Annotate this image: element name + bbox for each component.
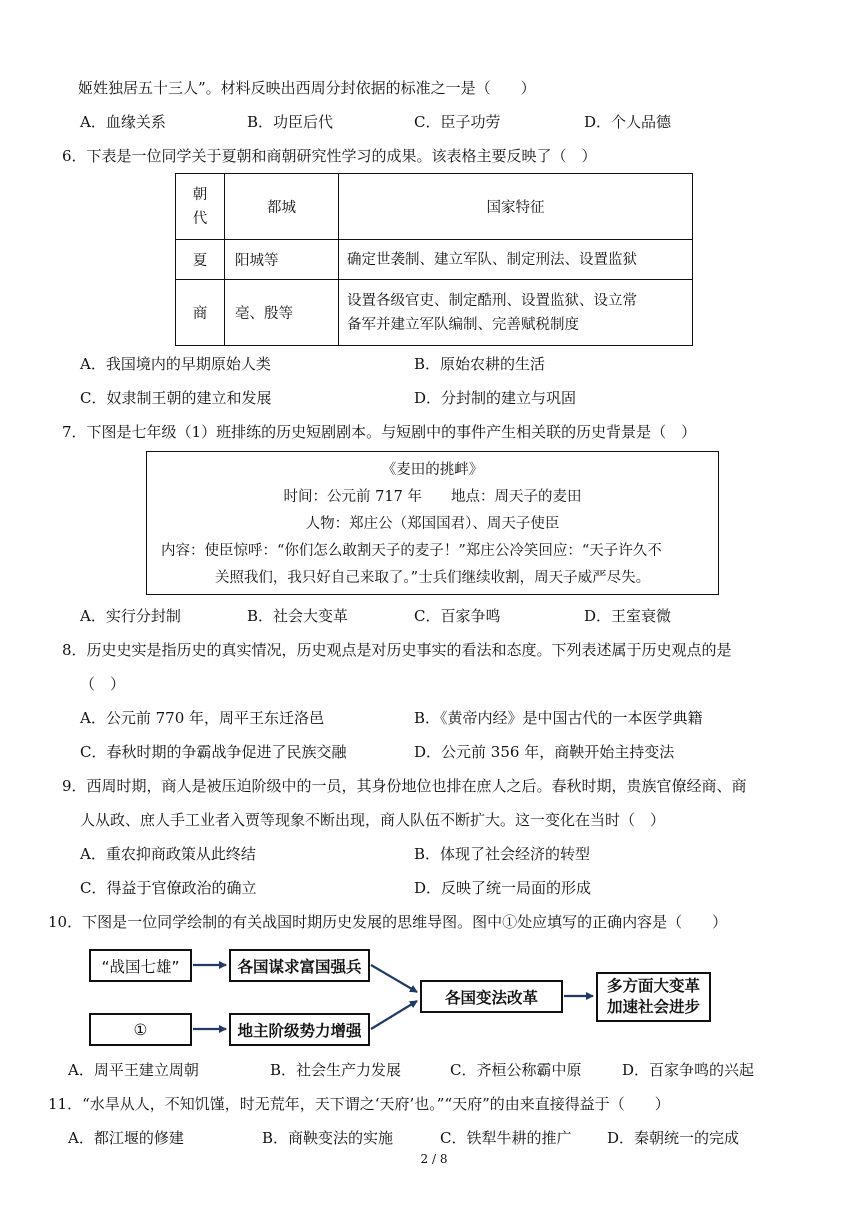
q8-option-b: B．《黄帝内经》是中国古代的一本医学典籍 bbox=[414, 709, 703, 727]
q7-option-c: C．百家争鸣 bbox=[414, 607, 501, 625]
q6-row-dynasty: 夏 bbox=[176, 240, 225, 280]
q5-stem-line: 姬姓独居五十三人”。材料反映出西周分封依据的标准之一是（ ） bbox=[78, 79, 536, 97]
q6-table-head-capital: 都城 bbox=[225, 174, 339, 240]
q8-stem-paren: （ ） bbox=[80, 675, 126, 693]
q6-row-features: 确定世袭制、建立军队、制定刑法、设置监狱 bbox=[339, 240, 693, 280]
q7-script-time-place: 时间：公元前 717 年 地点：周天子的麦田 bbox=[283, 489, 582, 505]
q6-option-c: C．奴隶制王朝的建立和发展 bbox=[80, 389, 272, 407]
q5-option-d: D．个人品德 bbox=[584, 113, 672, 131]
mindmap-box-landlord: 地主阶级势力增强 bbox=[229, 1013, 370, 1046]
q7-option-d: D．王室衰微 bbox=[584, 607, 672, 625]
q8-stem: 8．历史史实是指历史的真实情况，历史观点是对历史事实的看法和态度。下列表述属于历史观点的是 bbox=[62, 641, 732, 659]
q9-option-b: B．体现了社会经济的转型 bbox=[414, 845, 591, 863]
q9-option-d: D．反映了统一局面的形成 bbox=[414, 879, 592, 897]
q6-row-capital: 亳、殷等 bbox=[225, 280, 339, 346]
q10-option-a: A．周平王建立周朝 bbox=[68, 1061, 199, 1079]
q9-stem: 9．西周时期，商人是被压迫阶级中的一员，其身份地位也排在庶人之后。春秋时期，贵族官僚经商、商 bbox=[62, 777, 747, 795]
q11-stem: 11．“水旱从人，不知饥馑，时无荒年，天下谓之‘天府’也。”“天府”的由来直接得益于（ ） bbox=[48, 1095, 670, 1113]
arrow-icon bbox=[371, 965, 417, 992]
q6-row-dynasty: 商 bbox=[176, 280, 225, 346]
q9-option-c: C．得益于官僚政治的确立 bbox=[80, 879, 257, 897]
page-number: 2 / 8 bbox=[420, 1152, 448, 1166]
q7-script-content-cont: 关照我们，我只好自己来取了。”士兵们继续收割，周天子威严尽失。 bbox=[214, 570, 651, 586]
q11-option-b: B．商鞅变法的实施 bbox=[262, 1129, 394, 1147]
q6-option-a: A．我国境内的早期原始人类 bbox=[80, 355, 271, 373]
q6-table-head-features: 国家特征 bbox=[339, 174, 693, 240]
q7-script-characters: 人物：郑庄公（郑国国君）、周天子使臣 bbox=[305, 516, 560, 532]
arrow-icon bbox=[371, 1001, 417, 1029]
mindmap-box-seven-states: “战国七雄” bbox=[89, 949, 192, 982]
q10-option-d: D．百家争鸣的兴起 bbox=[622, 1061, 755, 1079]
q7-script-title: 《麦田的挑衅》 bbox=[381, 462, 484, 478]
q7-option-a: A．实行分封制 bbox=[80, 607, 181, 625]
q11-option-a: A．都江堰的修建 bbox=[68, 1129, 184, 1147]
q7-script-content: 内容：使臣惊呼：“你们怎么敢割天子的麦子！”郑庄公冷笑回应：“天子许久不 bbox=[161, 543, 662, 559]
q6-option-b: B．原始农耕的生活 bbox=[414, 355, 546, 373]
mindmap-box-reform: 各国变法改革 bbox=[420, 980, 563, 1013]
q6-row-capital: 阳城等 bbox=[225, 240, 339, 280]
mindmap-box-rich-strong: 各国谋求富国强兵 bbox=[229, 949, 370, 982]
q10-option-b: B．社会生产力发展 bbox=[270, 1061, 402, 1079]
q5-option-a: A．血缘关系 bbox=[80, 113, 166, 131]
q11-option-c: C．铁犁牛耕的推广 bbox=[440, 1129, 572, 1147]
q8-option-c: C．春秋时期的争霸战争促进了民族交融 bbox=[80, 743, 347, 761]
q10-option-c: C．齐桓公称霸中原 bbox=[450, 1061, 582, 1079]
q6-option-d: D．分封制的建立与巩固 bbox=[414, 389, 577, 407]
q9-stem-cont: 人从政、庶人手工业者入贾等现象不断出现，商人队伍不断扩大。这一变化在当时（ ） bbox=[80, 811, 666, 829]
q11-option-d: D．秦朝统一的完成 bbox=[607, 1129, 740, 1147]
q6-stem: 6．下表是一位同学关于夏朝和商朝研究性学习的成果。该表格主要反映了（ ） bbox=[62, 147, 597, 165]
q8-option-a: A．公元前 770 年，周平王东迁洛邑 bbox=[80, 709, 325, 727]
q9-option-a: A．重农抑商政策从此终结 bbox=[80, 845, 256, 863]
q5-option-b: B．功臣后代 bbox=[247, 113, 334, 131]
mindmap-box-result: 多方面大变革 加速社会进步 bbox=[596, 972, 711, 1022]
q7-option-b: B．社会大变革 bbox=[247, 607, 349, 625]
q6-row-features: 设置各级官吏、制定酷刑、设置监狱、设立常 备军并建立军队编制、完善赋税制度 bbox=[339, 280, 693, 346]
q8-option-d: D．公元前 356 年，商鞅开始主持变法 bbox=[414, 743, 675, 761]
q5-option-c: C．臣子功劳 bbox=[414, 113, 501, 131]
q7-stem: 7．下图是七年级（1）班排练的历史短剧剧本。与短剧中的事件产生相关联的历史背景是（ ） bbox=[62, 423, 697, 441]
q10-stem: 10．下图是一位同学绘制的有关战国时期历史发展的思维导图。图中①处应填写的正确内容是（ ） bbox=[48, 913, 728, 931]
mindmap-box-blank: ① bbox=[89, 1013, 192, 1046]
q6-table-head-dynasty: 朝 代 bbox=[176, 174, 225, 240]
